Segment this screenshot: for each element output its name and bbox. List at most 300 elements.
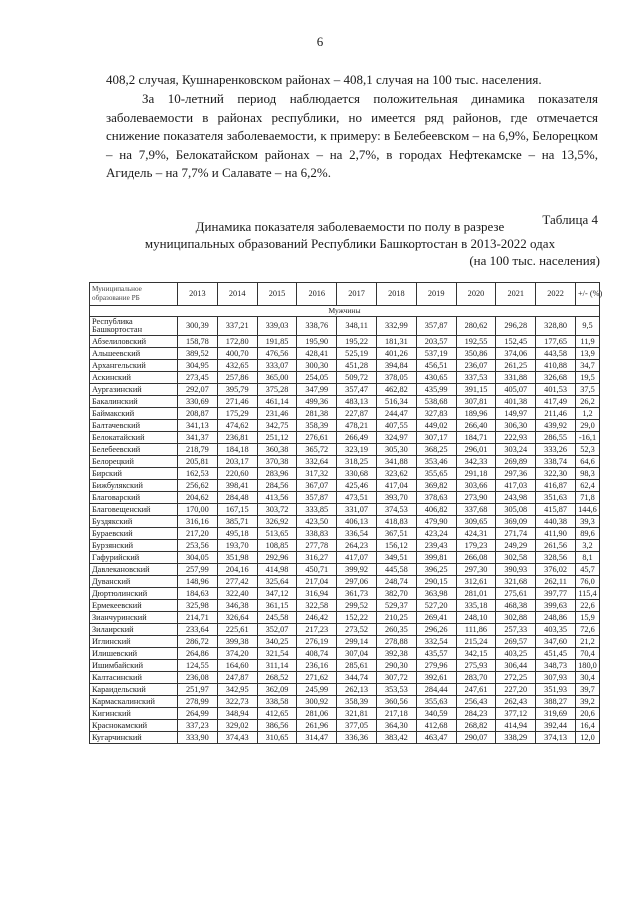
value-cell: 208,87 [178, 408, 218, 420]
change-cell: 115,4 [576, 588, 600, 600]
value-cell: 276,61 [297, 432, 337, 444]
region-name-cell: Белокатайский [90, 432, 178, 444]
table-row [90, 317, 600, 336]
value-cell: 236,81 [217, 432, 257, 444]
value-cell: 386,56 [257, 720, 297, 732]
value-cell: 233,64 [178, 624, 218, 636]
value-cell: 413,56 [257, 492, 297, 504]
value-cell: 303,66 [456, 480, 496, 492]
value-cell: 349,51 [376, 552, 416, 564]
value-cell: 423,24 [416, 528, 456, 540]
table-title [100, 218, 600, 269]
value-cell: 401,26 [376, 348, 416, 360]
value-cell: 236,16 [297, 660, 337, 672]
table-row [90, 372, 600, 384]
change-cell: 30,4 [576, 672, 600, 684]
change-cell: 20,6 [576, 708, 600, 720]
value-cell: 403,25 [496, 648, 536, 660]
value-cell: 410,88 [536, 360, 576, 372]
value-cell: 257,86 [217, 372, 257, 384]
change-cell: 39,7 [576, 684, 600, 696]
region-name-cell: Кармаскалинский [90, 696, 178, 708]
table-row [90, 480, 600, 492]
value-cell: 430,65 [416, 372, 456, 384]
value-cell: 248,86 [536, 612, 576, 624]
value-cell: 435,57 [416, 648, 456, 660]
table-row [90, 528, 600, 540]
value-cell: 217,20 [178, 528, 218, 540]
value-cell: 316,94 [297, 588, 337, 600]
value-cell: 322,30 [536, 468, 576, 480]
value-cell: 479,90 [416, 516, 456, 528]
value-cell: 328,80 [536, 317, 576, 336]
value-cell: 406,13 [337, 516, 377, 528]
value-cell: 269,57 [496, 636, 536, 648]
region-name-cell: Краснокамский [90, 720, 178, 732]
value-cell: 297,36 [496, 468, 536, 480]
value-cell: 374,20 [217, 648, 257, 660]
value-cell: 284,44 [416, 684, 456, 696]
value-cell: 292,96 [257, 552, 297, 564]
change-cell: 98,3 [576, 468, 600, 480]
value-cell: 499,36 [297, 396, 337, 408]
value-cell: 336,36 [337, 732, 377, 744]
change-cell: 9,5 [576, 317, 600, 336]
region-name-cell: Кигинский [90, 708, 178, 720]
change-cell: 11,9 [576, 336, 600, 348]
value-cell: 248,10 [456, 612, 496, 624]
value-cell: 378,63 [416, 492, 456, 504]
value-cell: 277,78 [297, 540, 337, 552]
value-cell: 261,25 [496, 360, 536, 372]
value-cell: 340,59 [416, 708, 456, 720]
table-row [90, 492, 600, 504]
paragraph-continuation: 408,2 случая, Кушнаренковском районах – 408,1 случая на 100 тыс. населения. [106, 72, 542, 87]
change-cell: 13,9 [576, 348, 600, 360]
value-cell: 326,68 [536, 372, 576, 384]
value-cell: 417,07 [337, 552, 377, 564]
value-cell: 351,98 [217, 552, 257, 564]
value-cell: 337,68 [456, 504, 496, 516]
value-cell: 338,58 [257, 696, 297, 708]
value-cell: 316,16 [178, 516, 218, 528]
value-cell: 367,51 [376, 528, 416, 540]
value-cell: 374,13 [536, 732, 576, 744]
value-cell: 248,74 [376, 576, 416, 588]
change-cell: 71,8 [576, 492, 600, 504]
value-cell: 275,61 [496, 588, 536, 600]
value-cell: 361,15 [257, 600, 297, 612]
value-cell: 337,21 [217, 317, 257, 336]
value-cell: 236,08 [178, 672, 218, 684]
value-cell: 273,90 [456, 492, 496, 504]
value-cell: 346,38 [217, 600, 257, 612]
change-cell: 15,9 [576, 612, 600, 624]
value-cell: 377,12 [496, 708, 536, 720]
value-cell: 392,38 [376, 648, 416, 660]
value-cell: 162,53 [178, 468, 218, 480]
region-name-cell: Гафурийский [90, 552, 178, 564]
value-cell: 266,08 [456, 552, 496, 564]
value-cell: 184,63 [178, 588, 218, 600]
value-cell: 262,43 [496, 696, 536, 708]
page-number: 6 [316, 34, 324, 49]
value-cell: 412,65 [257, 708, 297, 720]
paragraph-dynamics: За 10-летний период наблюдается положительная динамика показателя заболеваемости в районах республики, но имеется ряд районов, где отмечается снижение показателя заболеваемости, к примеру: в Белебеевском – на 6,9%, Белорецком – на 7,9%, Белокатайском районах – на 2,7%, в городах Нефтекамске – на 13,5%, Агидель – на 7,7% и Салавате – на 6,2%. [106, 91, 598, 180]
value-cell: 305,30 [376, 444, 416, 456]
table-row [90, 696, 600, 708]
value-cell: 418,83 [376, 516, 416, 528]
value-cell: 336,54 [337, 528, 377, 540]
value-cell: 361,73 [337, 588, 377, 600]
region-name-cell: Дуванский [90, 576, 178, 588]
value-cell: 392,44 [536, 720, 576, 732]
value-cell: 398,41 [217, 480, 257, 492]
value-cell: 299,14 [337, 636, 377, 648]
value-cell: 311,14 [257, 660, 297, 672]
value-cell: 399,38 [217, 636, 257, 648]
value-cell: 284,48 [217, 492, 257, 504]
value-cell: 269,41 [416, 612, 456, 624]
value-cell: 227,87 [337, 408, 377, 420]
value-cell: 325,98 [178, 600, 218, 612]
value-cell: 340,25 [257, 636, 297, 648]
value-cell: 210,25 [376, 612, 416, 624]
value-cell: 416,87 [536, 480, 576, 492]
value-cell: 262,11 [536, 576, 576, 588]
value-cell: 179,23 [456, 540, 496, 552]
value-cell: 276,19 [297, 636, 337, 648]
region-name-cell: Белебеевский [90, 444, 178, 456]
value-cell: 307,72 [376, 672, 416, 684]
value-cell: 328,56 [536, 552, 576, 564]
value-cell: 474,62 [217, 420, 257, 432]
value-cell: 391,15 [456, 384, 496, 396]
change-cell: 89,6 [576, 528, 600, 540]
value-cell: 407,55 [376, 420, 416, 432]
value-cell: 321,54 [257, 648, 297, 660]
change-cell: 37,5 [576, 384, 600, 396]
value-cell: 220,60 [217, 468, 257, 480]
value-cell: 243,98 [496, 492, 536, 504]
value-cell: 370,38 [257, 456, 297, 468]
value-cell: 363,98 [416, 588, 456, 600]
table-row [90, 564, 600, 576]
section-row [90, 306, 600, 317]
change-cell: 39,3 [576, 516, 600, 528]
region-name-cell: Благоварский [90, 492, 178, 504]
table-row [90, 720, 600, 732]
value-cell: 392,61 [416, 672, 456, 684]
value-cell: 275,93 [456, 660, 496, 672]
value-cell: 205,81 [178, 456, 218, 468]
value-cell: 149,97 [496, 408, 536, 420]
value-cell: 124,55 [178, 660, 218, 672]
value-cell: 307,17 [416, 432, 456, 444]
year-column-header: 2021 [496, 283, 536, 306]
value-cell: 342,95 [217, 684, 257, 696]
table-row [90, 552, 600, 564]
value-cell: 462,82 [376, 384, 416, 396]
value-cell: 260,35 [376, 624, 416, 636]
value-cell: 302,58 [496, 552, 536, 564]
year-column-header: 2013 [178, 283, 218, 306]
value-cell: 251,12 [257, 432, 297, 444]
value-cell: 333,07 [257, 360, 297, 372]
value-cell: 236,07 [456, 360, 496, 372]
value-cell: 451,28 [337, 360, 377, 372]
value-cell: 329,02 [217, 720, 257, 732]
table-row [90, 612, 600, 624]
value-cell: 364,30 [376, 720, 416, 732]
region-name-cell: Благовещенский [90, 504, 178, 516]
value-cell: 189,96 [456, 408, 496, 420]
value-cell: 408,74 [297, 648, 337, 660]
change-column-header: +/- (%) [576, 283, 600, 306]
year-column-header: 2017 [337, 283, 377, 306]
value-cell: 247,61 [456, 684, 496, 696]
value-cell: 395,79 [217, 384, 257, 396]
change-cell: 29,0 [576, 420, 600, 432]
value-cell: 389,52 [178, 348, 218, 360]
value-cell: 203,57 [416, 336, 456, 348]
value-cell: 231,46 [257, 408, 297, 420]
value-cell: 374,53 [376, 504, 416, 516]
value-cell: 281,01 [456, 588, 496, 600]
value-cell: 417,03 [496, 480, 536, 492]
value-cell: 264,86 [178, 648, 218, 660]
value-cell: 463,47 [416, 732, 456, 744]
value-cell: 435,99 [416, 384, 456, 396]
value-cell: 296,26 [416, 624, 456, 636]
value-cell: 324,97 [376, 432, 416, 444]
value-cell: 268,52 [257, 672, 297, 684]
region-name-cell: Калтасинский [90, 672, 178, 684]
value-cell: 281,38 [297, 408, 337, 420]
value-cell: 330,69 [178, 396, 218, 408]
value-cell: 326,92 [257, 516, 297, 528]
change-cell: 72,6 [576, 624, 600, 636]
value-cell: 172,80 [217, 336, 257, 348]
table-row [90, 348, 600, 360]
value-cell: 335,18 [456, 600, 496, 612]
value-cell: 184,71 [456, 432, 496, 444]
value-cell: 257,99 [178, 564, 218, 576]
value-cell: 347,99 [297, 384, 337, 396]
value-cell: 461,14 [257, 396, 297, 408]
change-cell: 22,6 [576, 600, 600, 612]
value-cell: 283,96 [257, 468, 297, 480]
value-cell: 331,07 [337, 504, 377, 516]
value-cell: 483,13 [337, 396, 377, 408]
value-cell: 451,45 [536, 648, 576, 660]
value-cell: 271,46 [217, 396, 257, 408]
value-cell: 367,07 [297, 480, 337, 492]
value-cell: 374,43 [217, 732, 257, 744]
value-cell: 300,39 [178, 317, 218, 336]
value-cell: 299,52 [337, 600, 377, 612]
value-cell: 376,02 [536, 564, 576, 576]
value-cell: 249,29 [496, 540, 536, 552]
value-cell: 347,60 [536, 636, 576, 648]
value-cell: 296,28 [496, 317, 536, 336]
table-row [90, 468, 600, 480]
table-row [90, 396, 600, 408]
value-cell: 283,70 [456, 672, 496, 684]
value-cell: 325,64 [257, 576, 297, 588]
value-cell: 358,39 [297, 420, 337, 432]
value-cell: 357,47 [337, 384, 377, 396]
table-row [90, 504, 600, 516]
value-cell: 423,50 [297, 516, 337, 528]
value-cell: 181,31 [376, 336, 416, 348]
value-cell: 262,13 [337, 684, 377, 696]
value-cell: 297,06 [337, 576, 377, 588]
value-cell: 365,00 [257, 372, 297, 384]
value-cell: 369,82 [416, 480, 456, 492]
region-name-cell: Караидельский [90, 684, 178, 696]
value-cell: 244,47 [376, 408, 416, 420]
value-cell: 468,38 [496, 600, 536, 612]
value-cell: 266,49 [337, 432, 377, 444]
region-name-cell: Ермекеевский [90, 600, 178, 612]
value-cell: 443,58 [536, 348, 576, 360]
value-cell: 195,90 [297, 336, 337, 348]
value-cell: 300,30 [297, 360, 337, 372]
value-cell: 323,62 [376, 468, 416, 480]
value-cell: 401,53 [536, 384, 576, 396]
region-name-cell: Бураевский [90, 528, 178, 540]
change-cell: 16,4 [576, 720, 600, 732]
value-cell: 217,23 [297, 624, 337, 636]
value-cell: 278,88 [376, 636, 416, 648]
region-name-cell: Архангельский [90, 360, 178, 372]
change-cell: 70,4 [576, 648, 600, 660]
value-cell: 158,78 [178, 336, 218, 348]
value-cell: 277,42 [217, 576, 257, 588]
change-cell: 64,6 [576, 456, 600, 468]
region-name-cell: Бурзянский [90, 540, 178, 552]
table-row [90, 672, 600, 684]
region-name-cell: Буздякский [90, 516, 178, 528]
change-cell: 19,5 [576, 372, 600, 384]
value-cell: 266,40 [456, 420, 496, 432]
region-name-cell: Зианчуринский [90, 612, 178, 624]
region-name-cell: Аскинский [90, 372, 178, 384]
value-cell: 399,63 [536, 600, 576, 612]
value-cell: 218,79 [178, 444, 218, 456]
value-cell: 450,71 [297, 564, 337, 576]
value-cell: 424,31 [456, 528, 496, 540]
value-cell: 170,00 [178, 504, 218, 516]
region-name-cell: Белорецкий [90, 456, 178, 468]
table-title-line-2: муниципальных образований Республики Башкортостан в 2013-2022 одах [144, 236, 556, 251]
value-cell: 319,69 [536, 708, 576, 720]
value-cell: 529,37 [376, 600, 416, 612]
region-name-cell: Бирский [90, 468, 178, 480]
value-cell: 445,58 [376, 564, 416, 576]
value-cell: 227,20 [496, 684, 536, 696]
year-column-header: 2018 [376, 283, 416, 306]
table-row [90, 408, 600, 420]
value-cell: 318,25 [337, 456, 377, 468]
value-cell: 357,87 [297, 492, 337, 504]
value-cell: 338,83 [297, 528, 337, 540]
region-name-cell: Баймакский [90, 408, 178, 420]
region-name-cell: Давлекановский [90, 564, 178, 576]
value-cell: 290,07 [456, 732, 496, 744]
region-name-cell: Бакалинский [90, 396, 178, 408]
value-cell: 342,33 [456, 456, 496, 468]
value-cell: 256,62 [178, 480, 218, 492]
table-units: (на 100 тыс. населения) [469, 253, 600, 268]
value-cell: 342,75 [257, 420, 297, 432]
value-cell: 332,54 [416, 636, 456, 648]
year-column-header: 2019 [416, 283, 456, 306]
value-cell: 513,65 [257, 528, 297, 540]
value-cell: 273,45 [178, 372, 218, 384]
region-name-cell: Республика Башкортостан [90, 317, 178, 336]
value-cell: 332,64 [297, 456, 337, 468]
value-cell: 307,93 [536, 672, 576, 684]
value-cell: 397,77 [536, 588, 576, 600]
value-cell: 385,71 [217, 516, 257, 528]
value-cell: 222,93 [496, 432, 536, 444]
value-cell: 538,68 [416, 396, 456, 408]
value-cell: 516,34 [376, 396, 416, 408]
value-cell: 217,04 [297, 576, 337, 588]
region-name-cell: Балтачевский [90, 420, 178, 432]
value-cell: 254,05 [297, 372, 337, 384]
value-cell: 312,61 [456, 576, 496, 588]
table-row [90, 384, 600, 396]
value-cell: 374,06 [496, 348, 536, 360]
value-cell: 414,98 [257, 564, 297, 576]
value-cell: 400,70 [217, 348, 257, 360]
value-cell: 307,81 [456, 396, 496, 408]
value-cell: 192,55 [456, 336, 496, 348]
value-cell: 292,07 [178, 384, 218, 396]
value-cell: 360,56 [376, 696, 416, 708]
value-cell: 350,86 [456, 348, 496, 360]
value-cell: 303,24 [496, 444, 536, 456]
value-cell: 339,03 [257, 317, 297, 336]
value-cell: 417,49 [536, 396, 576, 408]
value-cell: 375,28 [257, 384, 297, 396]
year-column-header: 2016 [297, 283, 337, 306]
value-cell: 256,43 [456, 696, 496, 708]
table-row [90, 336, 600, 348]
table-row [90, 636, 600, 648]
value-cell: 306,44 [496, 660, 536, 672]
value-cell: 425,46 [337, 480, 377, 492]
change-cell: 45,7 [576, 564, 600, 576]
value-cell: 401,38 [496, 396, 536, 408]
value-cell: 456,51 [416, 360, 456, 372]
table-row [90, 732, 600, 744]
value-cell: 509,72 [337, 372, 377, 384]
value-cell: 352,07 [257, 624, 297, 636]
value-cell: 290,30 [376, 660, 416, 672]
change-cell: 34,7 [576, 360, 600, 372]
value-cell: 333,90 [178, 732, 218, 744]
value-cell: 355,63 [416, 696, 456, 708]
value-cell: 351,63 [536, 492, 576, 504]
table-number: Таблица 4 [542, 212, 598, 227]
value-cell: 338,76 [297, 317, 337, 336]
value-cell: 382,70 [376, 588, 416, 600]
table-row [90, 660, 600, 672]
